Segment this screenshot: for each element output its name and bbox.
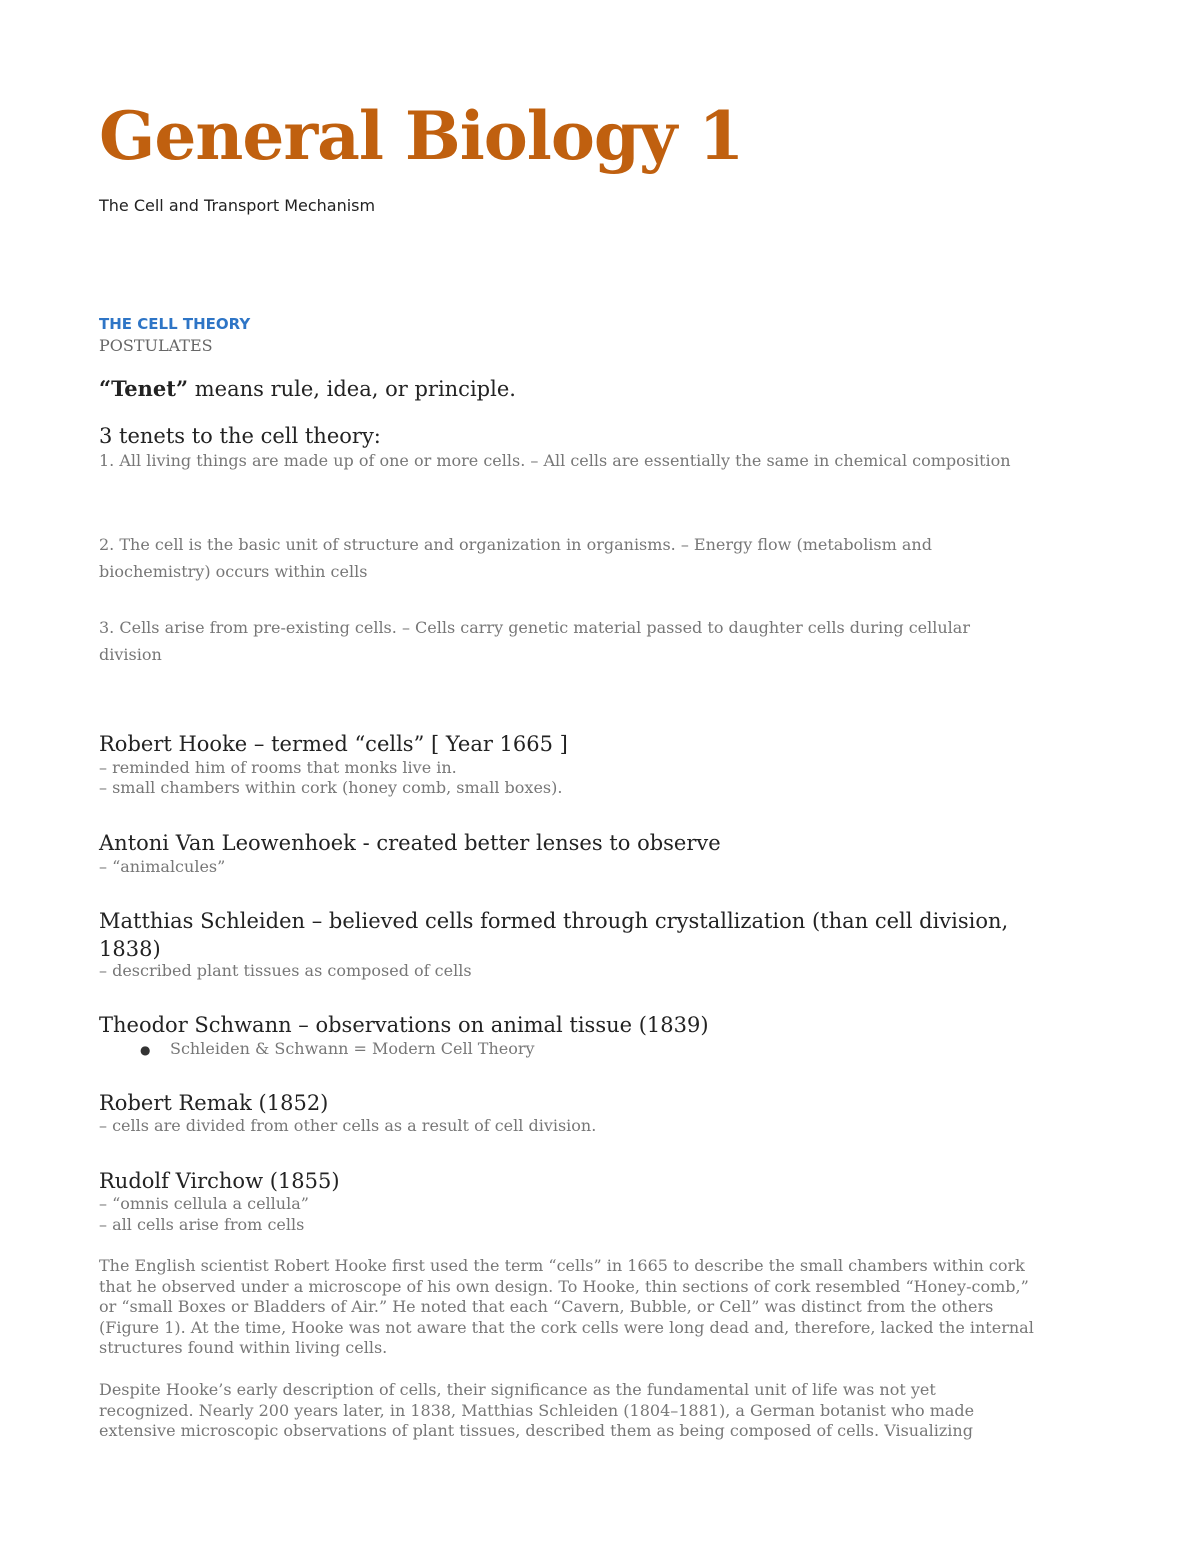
document-subtitle: The Cell and Transport Mechanism xyxy=(99,196,376,215)
tenets-heading: 3 tenets to the cell theory: xyxy=(99,424,381,448)
tenet-item-3: 3. Cells arise from pre-existing cells. – Cells carry genetic material passed to daughter cells during cellular division xyxy=(99,618,970,664)
leeuwenhoek-note: – “animalcules” xyxy=(99,857,226,876)
remak-note: – cells are divided from other cells as a result of cell division. xyxy=(99,1116,597,1135)
schleiden-heading: Matthias Schleiden – believed cells formed through crystallization (than cell division, 1838) xyxy=(99,909,1009,961)
schwann-bullet-item xyxy=(140,1039,535,1060)
hooke-heading: Robert Hooke – termed “cells” [ Year 1665 ] xyxy=(99,732,568,756)
tenet-definition xyxy=(99,375,516,403)
body-paragraph-2: Despite Hooke’s early description of cells, their significance as the fundamental unit of life was not yet recognized. Nearly 200 years later, in 1838, Matthias Schleiden (1804–1881), a German botanist who made extensive microscopic observations of plant tissues, described them as being composed of cells. Visualizing xyxy=(99,1380,975,1440)
hooke-note-2: – small chambers within cork (honey comb, small boxes). xyxy=(99,778,563,797)
section-subheading: POSTULATES xyxy=(99,336,213,355)
body-paragraph-1: The English scientist Robert Hooke first used the term “cells” in 1665 to describe the small chambers within cork that he observed under a microscope of his own design. To Hooke, thin sections of cork resembled “Honey-comb,” or “small Boxes or Bladders of Air.” He noted that each “Cavern, Bubble, or Cell” was distinct from the others (Figure 1). At the time, Hooke was not aware that the cork cells were long dead and, therefore, lacked the internal structures found within living cells. xyxy=(99,1256,1034,1357)
remak-heading: Robert Remak (1852) xyxy=(99,1091,329,1115)
schleiden-note: – described plant tissues as composed of cells xyxy=(99,961,472,980)
tenet-item-2: 2. The cell is the basic unit of structure and organization in organisms. – Energy flow (metabolism and biochemistry) occurs within cells xyxy=(99,535,932,581)
leeuwenhoek-heading: Antoni Van Leowenhoek - created better lenses to observe xyxy=(99,831,721,855)
tenet-definition-text: means rule, idea, or principle. xyxy=(188,377,516,401)
virchow-note-2: – all cells arise from cells xyxy=(99,1215,305,1234)
tenet-term: “Tenet” xyxy=(99,376,189,401)
schwann-bullet-text: Schleiden & Schwann = Modern Cell Theory xyxy=(170,1039,535,1058)
document-title: General Biology 1 xyxy=(99,97,744,175)
tenet-item-1: 1. All living things are made up of one or more cells. – All cells are essentially the same in chemical composition xyxy=(99,451,1011,470)
virchow-heading: Rudolf Virchow (1855) xyxy=(99,1169,340,1193)
bullet-icon: ● xyxy=(140,1043,151,1057)
schwann-heading: Theodor Schwann – observations on animal tissue (1839) xyxy=(99,1013,709,1037)
hooke-note-1: – reminded him of rooms that monks live in. xyxy=(99,758,457,777)
virchow-note-1: – “omnis cellula a cellula” xyxy=(99,1194,309,1213)
section-heading: THE CELL THEORY xyxy=(99,315,251,333)
